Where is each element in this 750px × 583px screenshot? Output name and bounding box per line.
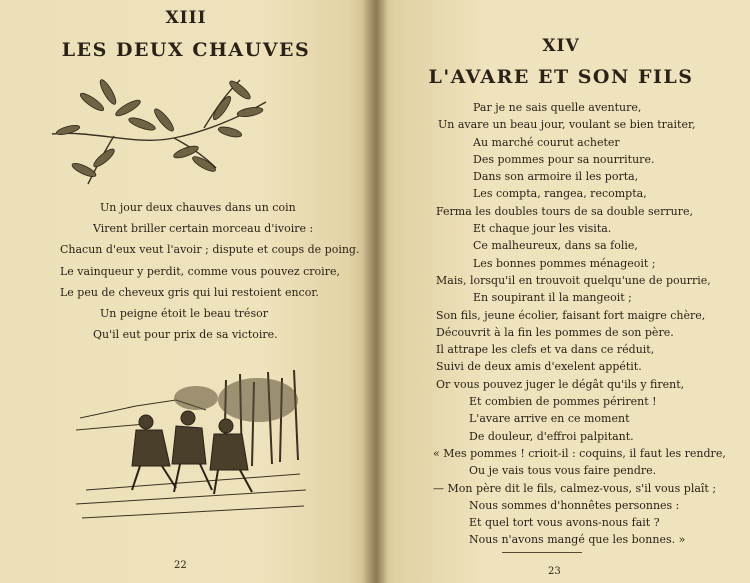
end-rule bbox=[502, 552, 582, 553]
fable-verse bbox=[60, 197, 359, 345]
verse-line: Ou je vais tous vous faire pendre. bbox=[469, 464, 657, 478]
verse-line: Qu'il eut pour prix de sa victoire. bbox=[93, 328, 278, 342]
verse-line: Découvrit à la fin les pommes de son père. bbox=[436, 325, 674, 339]
verse-line: — Mon père dit le fils, calmez-vous, s'il vous plaît ; bbox=[433, 481, 717, 495]
verse-line: Au marché courut acheter bbox=[473, 135, 620, 149]
verse-line: Chacun d'eux veut l'avoir ; dispute et coups de poing. bbox=[60, 243, 360, 257]
verse-line: De douleur, d'effroi palpitant. bbox=[469, 429, 634, 443]
fable-title: LES DEUX CHAUVES bbox=[61, 39, 311, 61]
verse-line: « Mes pommes ! crioit-il : coquins, il faut les rendre, bbox=[433, 446, 726, 460]
verse-line: Et quel tort vous avons-nous fait ? bbox=[469, 516, 660, 530]
verse-line: Il attrape les clefs et va dans ce réduit, bbox=[436, 343, 655, 357]
verse-line: Nous n'avons mangé que les bonnes. » bbox=[469, 533, 686, 547]
verse-line: Dans son armoire il les porta, bbox=[473, 170, 639, 184]
verse-line: Virent briller certain morceau d'ivoire : bbox=[93, 222, 314, 236]
verse-line: Un avare un beau jour, voulant se bien traiter, bbox=[438, 118, 696, 132]
brawl-illustration bbox=[76, 370, 310, 530]
verse-line: Son fils, jeune écolier, faisant fort maigre chère, bbox=[436, 308, 706, 322]
verse-line: Le peu de cheveux gris qui lui restoient encor. bbox=[60, 285, 319, 299]
left-page bbox=[0, 0, 372, 583]
verse-line: Ferma les doubles tours de sa double serrure, bbox=[436, 204, 694, 218]
verse-line: En soupirant il la mangeoit ; bbox=[473, 291, 632, 305]
verse-line: Des pommes pour sa nourriture. bbox=[473, 152, 655, 166]
branch-illustration bbox=[44, 72, 274, 194]
verse-line: Nous sommes d'honnêtes personnes : bbox=[469, 498, 680, 512]
verse-line: Un peigne étoit le beau trésor bbox=[100, 307, 268, 321]
fable-title: L'AVARE ET SON FILS bbox=[428, 66, 694, 88]
fable-numeral: XIII bbox=[165, 8, 207, 28]
verse-line: Ce malheureux, dans sa folie, bbox=[473, 239, 638, 253]
verse-line: Mais, lorsqu'il en trouvoit quelqu'une de pourrie, bbox=[436, 273, 711, 287]
fable-verse bbox=[433, 99, 726, 549]
fable-numeral: XIV bbox=[542, 36, 580, 56]
verse-line: Par je ne sais quelle aventure, bbox=[473, 101, 642, 114]
verse-line: Les compta, rangea, recompta, bbox=[473, 187, 647, 201]
verse-line: Et chaque jour les visita. bbox=[473, 222, 612, 236]
verse-line: Un jour deux chauves dans un coin bbox=[100, 201, 296, 214]
verse-line: Et combien de pommes périrent ! bbox=[469, 395, 657, 409]
verse-line: Or vous pouvez juger le dégât qu'ils y firent, bbox=[436, 377, 685, 391]
verse-line: Suivi de deux amis d'exelent appétit. bbox=[436, 360, 642, 374]
verse-line: L'avare arrive en ce moment bbox=[469, 412, 630, 426]
page-number: 23 bbox=[548, 566, 561, 577]
page-number: 22 bbox=[174, 560, 187, 571]
verse-line: Le vainqueur y perdit, comme vous pouvez croire, bbox=[60, 264, 340, 278]
verse-line: Les bonnes pommes ménageoit ; bbox=[473, 256, 656, 270]
